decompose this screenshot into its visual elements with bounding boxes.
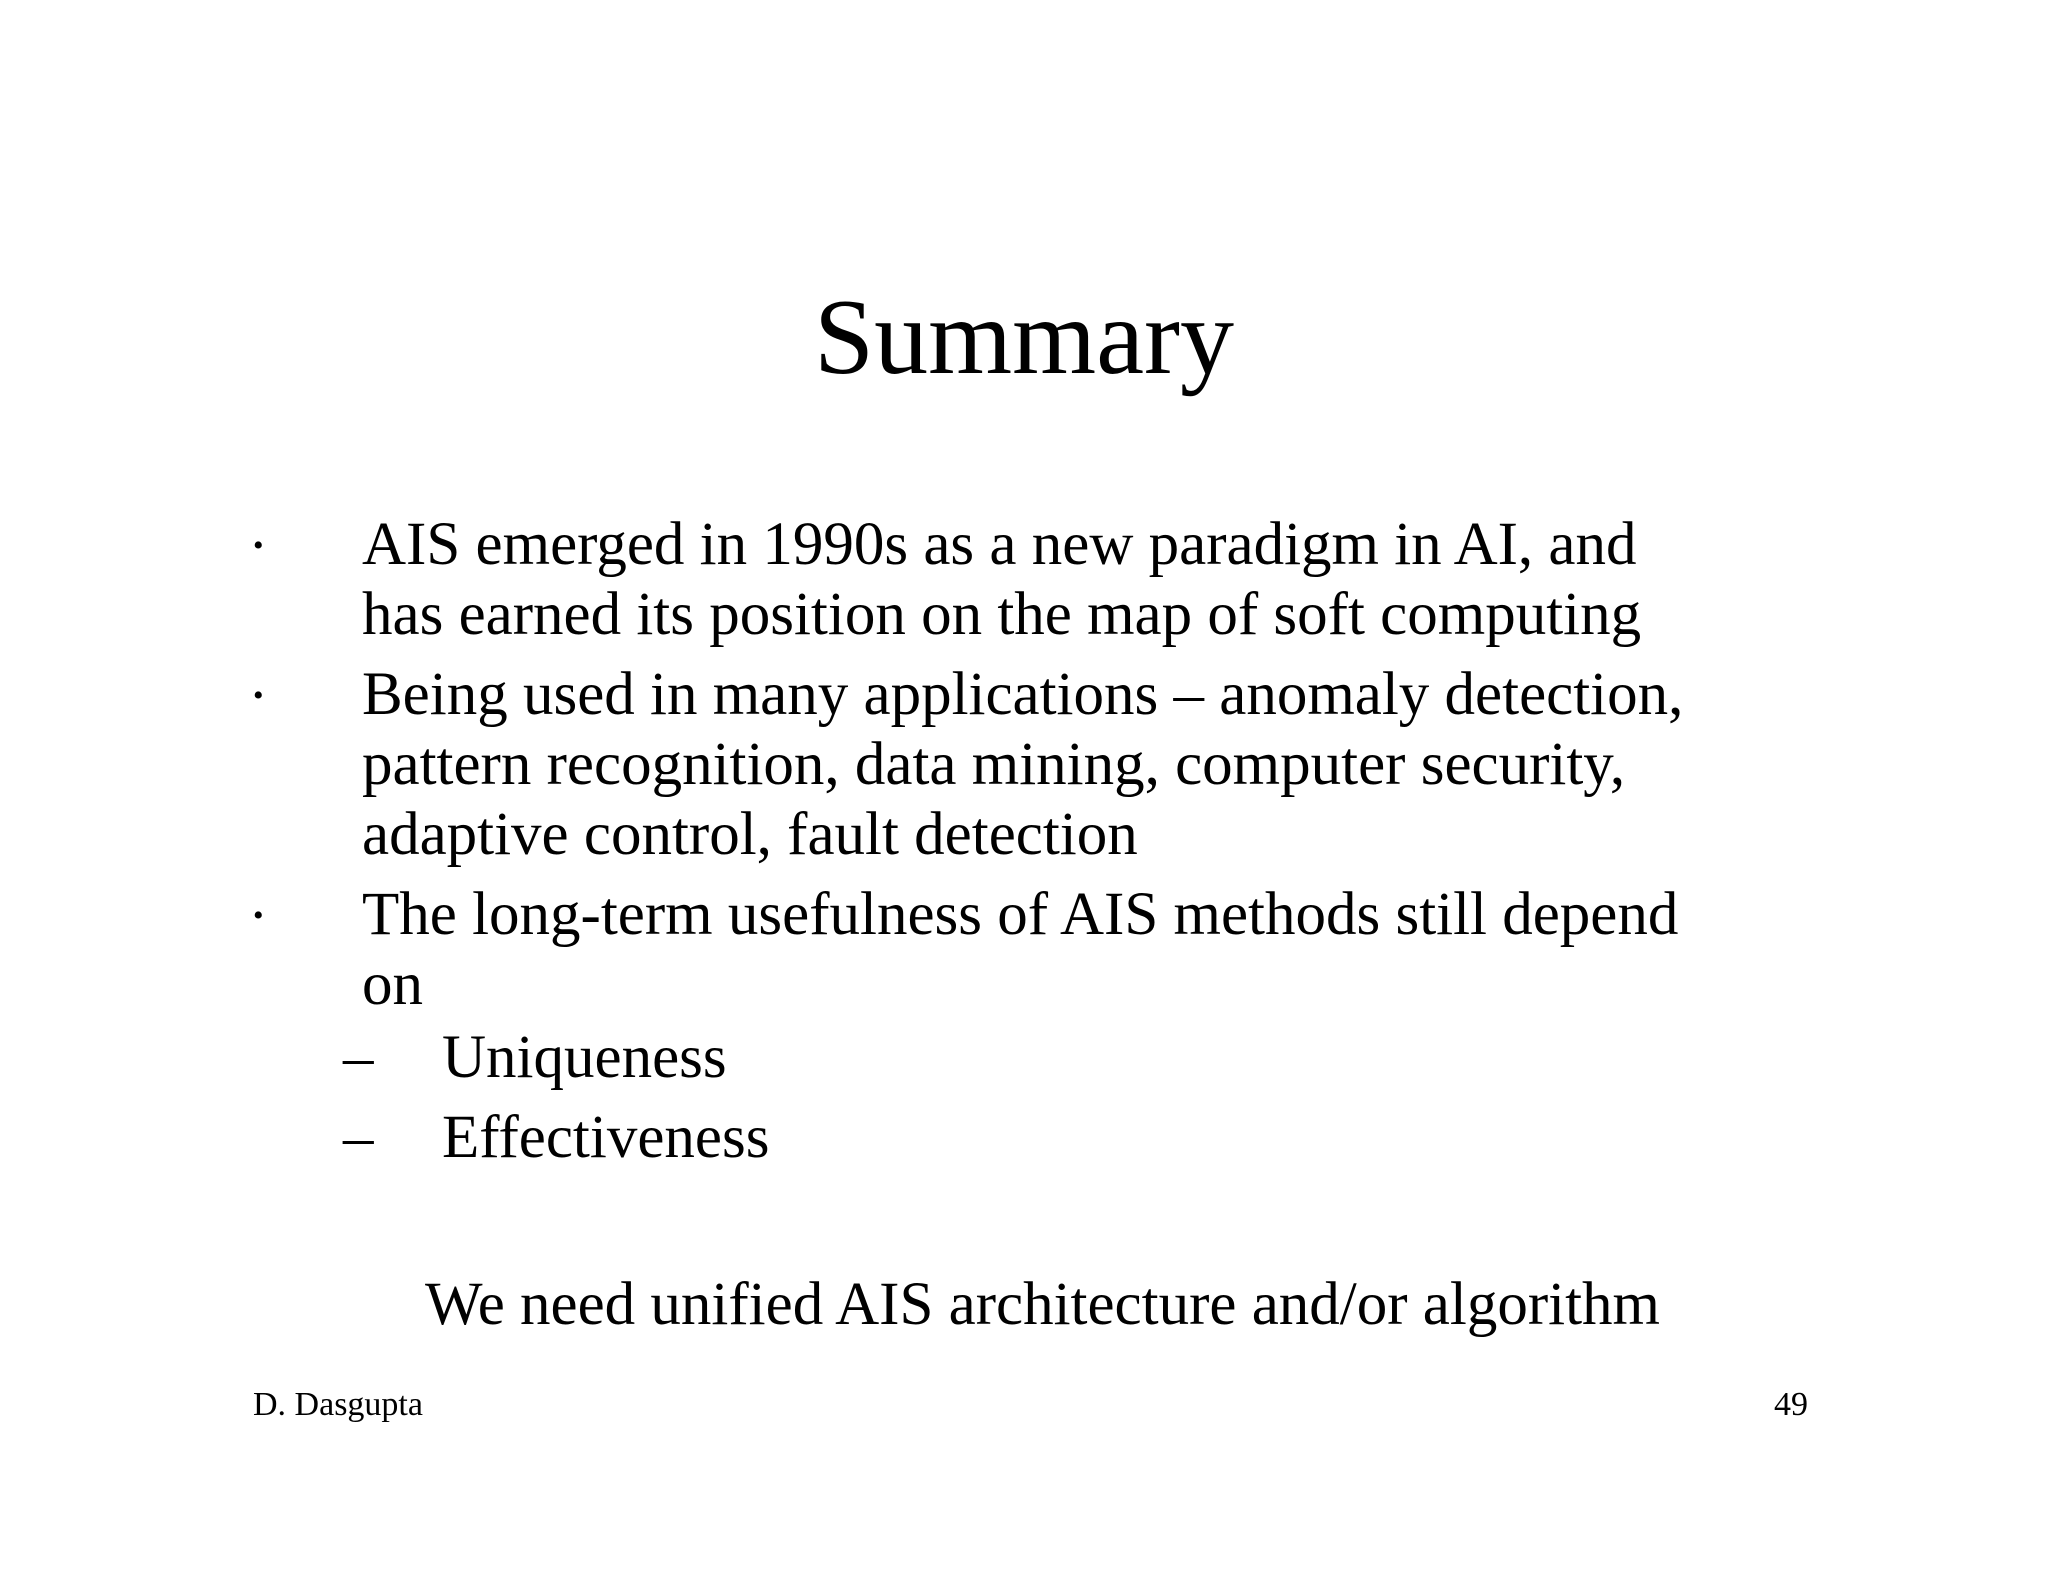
- bullet-item-1: [362, 510, 1762, 650]
- dash-icon: –: [343, 1024, 374, 1091]
- bullet-item-3: [362, 880, 1762, 1020]
- bullet-line: adaptive control, fault detection: [362, 801, 1138, 868]
- bullet-icon: •: [253, 679, 264, 712]
- dash-icon: –: [343, 1104, 374, 1171]
- bullet-line: pattern recognition, data mining, computer security,: [362, 731, 1626, 798]
- bullet-item-2: [362, 660, 1762, 870]
- bullet-line: Being used in many applications – anomaly detection,: [362, 661, 1684, 728]
- subitem-uniqueness: Uniqueness: [442, 1024, 727, 1091]
- footer-author: D. Dasgupta: [253, 1386, 423, 1423]
- slide-title: Summary: [814, 278, 1234, 397]
- subitem-effectiveness: Effectiveness: [442, 1104, 770, 1171]
- conclusion-text: We need unified AIS architecture and/or algorithm: [425, 1271, 1660, 1338]
- bullet-line: The long-term usefulness of AIS methods still depend: [362, 881, 1679, 948]
- bullet-line: AIS emerged in 1990s as a new paradigm in AI, and: [362, 511, 1637, 578]
- bullet-icon: •: [253, 529, 264, 562]
- bullet-line: has earned its position on the map of soft computing: [362, 581, 1642, 648]
- page-number: 49: [1774, 1386, 1808, 1423]
- bullet-line: on: [362, 951, 423, 1018]
- bullet-icon: •: [253, 899, 264, 932]
